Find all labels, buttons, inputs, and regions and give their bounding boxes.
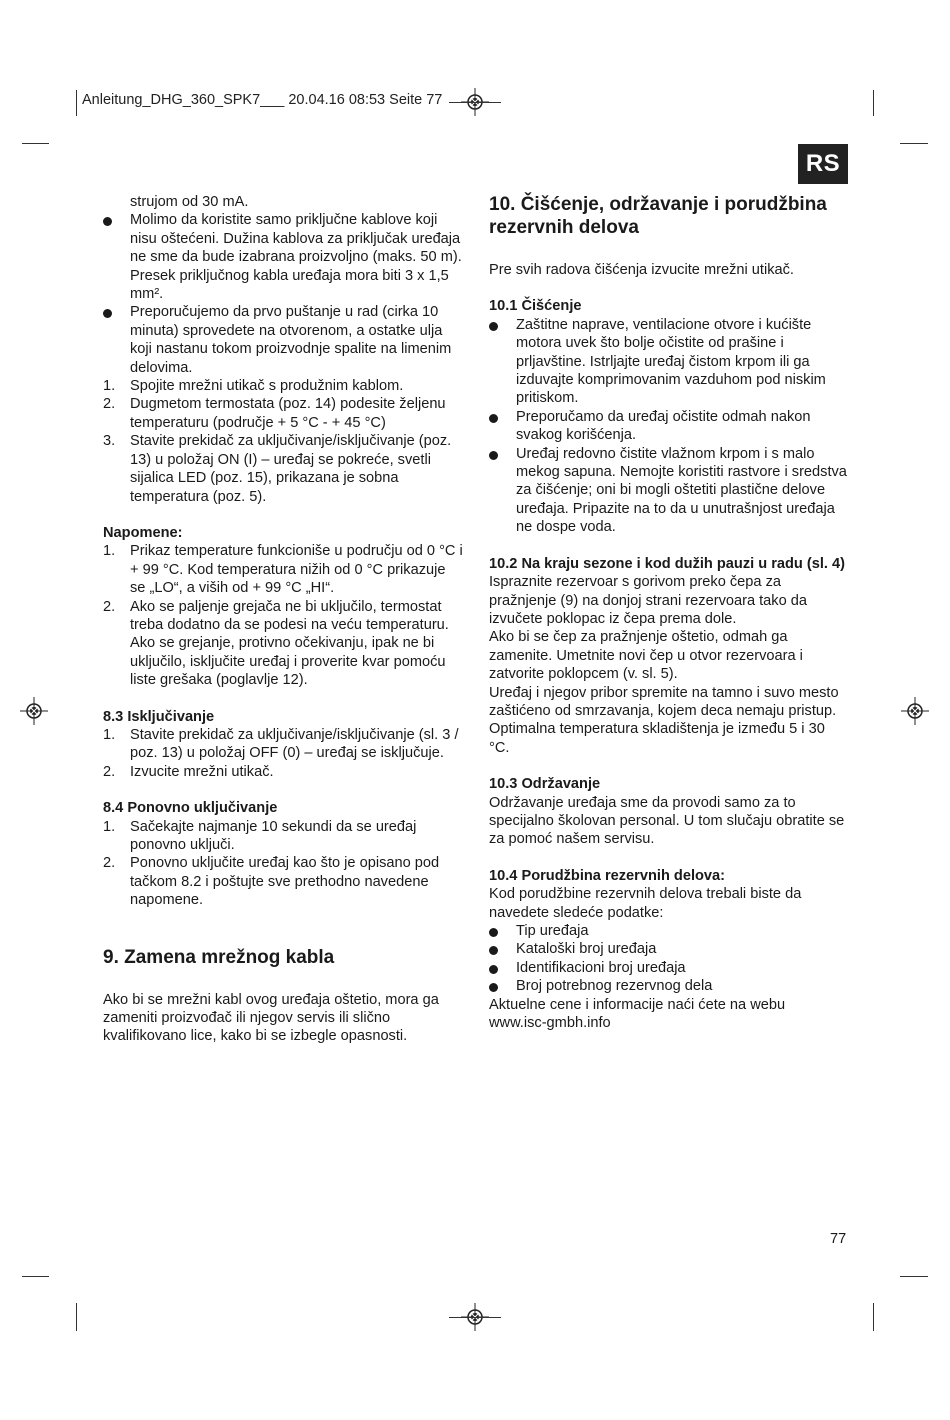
file-header-line: Anleitung_DHG_360_SPK7___ 20.04.16 08:53 Seite 77 <box>82 92 443 108</box>
list-item <box>489 940 849 958</box>
crop-mark <box>22 143 49 144</box>
section-10-4-heading: 10.4 Porudžbina rezervnih delova: <box>489 867 726 884</box>
bullet-text: Molimo da koristite samo priključne kablove koji nisu oštećeni. Dužina kablova za priključak uređaja ne sme da bude izabrana proizvoljno (maks. 50 m). Presek priključnog kabla uređaja mora biti 3 x 1,5 mm². <box>130 212 462 303</box>
list-item <box>489 445 849 537</box>
page-number: 77 <box>830 1231 847 1247</box>
section-10-heading: 10. Čišćenje, održavanje i porudžbina rezervnih delova <box>489 194 827 238</box>
step-item <box>103 432 463 506</box>
step-text: Spojite mrežni utikač s produžnim kablom. <box>130 378 404 395</box>
registration-mark-icon <box>901 697 929 725</box>
step-number: 1. <box>103 378 116 395</box>
crop-mark <box>449 102 501 103</box>
step-item <box>103 854 463 909</box>
crop-mark <box>900 143 928 144</box>
section-8-3-heading: 8.3 Isključivanje <box>103 708 215 725</box>
section-9-text: Ako bi se mrežni kabl ovog uređaja oštetio, mora ga zameniti proizvođač ili njegov servis ili slično kvalifikovano lice, kako bi se izbegle opasnosti. <box>103 991 439 1045</box>
list-item <box>103 303 463 377</box>
step-text: Izvucite mrežni utikač. <box>130 763 274 780</box>
note-number: 2. <box>103 598 116 615</box>
note-number: 1. <box>103 543 116 560</box>
list-item <box>489 922 849 940</box>
paragraph: Uređaj i njegov pribor spremite na tamno i suvo mesto zaštićeno od smrzavanja, kojem deca nemaju pristup. Optimalna temperatura skladištenja je između 5 i 30 °C. <box>489 684 839 756</box>
note-item <box>103 542 463 597</box>
list-item <box>489 959 849 977</box>
step-item <box>103 726 463 763</box>
step-text: Ponovno uključite uređaj kao što je opisano pod tačkom 8.2 i poštujte sve prethodno navedene napomene. <box>130 855 440 909</box>
section-10-intro: Pre svih radova čišćenja izvucite mrežni utikač. <box>489 262 794 278</box>
list-item <box>489 977 849 995</box>
section-10-2-heading: 10.2 Na kraju sezone i kod dužih pauzi u radu (sl. 4) <box>489 555 846 572</box>
note-text: Ako se paljenje grejača ne bi uključilo, termostat treba dodatno da se podesi na veću temperaturu. Ako se grejanje, protivno očekivanju, ipak ne bi uključilo, isključite uređaj i proverite kvar pomoću liste grešaka (poglavlje 12). <box>130 598 449 689</box>
section-10-3-text: Održavanje uređaja sme da provodi samo za to specijalno školovan personal. U tom slučaju obratite se za pomoć našem servisu. <box>489 794 845 848</box>
intro-continuation: strujom od 30 mA. <box>130 194 249 210</box>
section-9-heading: 9. Zamena mrežnog kabla <box>103 946 335 968</box>
step-item <box>103 818 463 855</box>
note-item <box>103 598 463 690</box>
section-8-4-heading: 8.4 Ponovno uključivanje <box>103 800 278 817</box>
step-item <box>103 377 463 395</box>
bullet-text: Kataloški broj uređaja <box>516 941 657 958</box>
step-number: 3. <box>103 433 116 450</box>
step-number: 2. <box>103 396 116 413</box>
section-10-4-outro: Aktuelne cene i informacije naći ćete na webu <box>489 996 786 1013</box>
step-item <box>103 763 463 781</box>
step-number: 2. <box>103 855 116 872</box>
bullet-text: Preporučamo da uređaj očistite odmah nakon svakog korišćenja. <box>516 408 811 444</box>
website-link[interactable]: www.isc-gmbh.info <box>489 1015 611 1032</box>
list-item <box>489 408 849 445</box>
step-item <box>103 395 463 432</box>
bullet-text: Zaštitne naprave, ventilacione otvore i kućište motora uvek što bolje očistite od prašine i prljavštine. Istrljajte uređaj čistom krpom ili ga izduvajte komprimovanim vazduhom pod niskim pritiskom. <box>516 316 826 407</box>
note-text: Prikaz temperature funkcioniše u području od 0 °C i + 99 °C. Kod temperatura nižih od 0 °C prikazuje se „LO“, a viših od + 99 °C „HI“. <box>130 543 463 597</box>
section-10-3-heading: 10.3 Održavanje <box>489 776 601 793</box>
step-text: Dugmetom termostata (poz. 14) podesite željenu temperaturu (područje + 5 °C - + 45 °C) <box>130 396 446 431</box>
step-number: 1. <box>103 818 116 835</box>
crop-mark <box>76 90 77 116</box>
step-text: Stavite prekidač za uključivanje/isključivanje (sl. 3 / poz. 13) u položaj OFF (0) – uređaj se isključuje. <box>130 726 459 762</box>
paragraph: Ispraznite rezervoar s gorivom preko čepa za pražnjenje (9) na donjoj strani rezervoara tako da izvučete poklopac iz čepa prema dole. <box>489 574 807 627</box>
section-10-4-intro: Kod porudžbine rezervnih delova trebali biste da navedete sledeće podatke: <box>489 886 802 921</box>
right-column <box>489 193 849 1032</box>
step-text: Stavite prekidač za uključivanje/isključivanje (poz. 13) u položaj ON (I) – uređaj se pokreće, svetli sijalica LED (poz. 15), prikazana je sobna temperatura (poz. 5). <box>130 433 452 505</box>
bullet-text: Preporučujemo da prvo puštanje u rad (cirka 10 minuta) sprovedete na otvorenom, a ostatke ulja koji nastanu tokom proizvodnje spalite na limenim delovima. <box>130 304 452 376</box>
crop-mark <box>22 1276 49 1277</box>
list-item <box>103 211 463 303</box>
crop-mark <box>900 1276 928 1277</box>
notes-heading: Napomene: <box>103 524 183 541</box>
crop-mark <box>873 90 874 116</box>
step-number: 2. <box>103 763 116 780</box>
crop-mark <box>76 1303 77 1331</box>
crop-mark <box>873 1303 874 1331</box>
step-number: 1. <box>103 726 116 743</box>
section-10-1-heading: 10.1 Čišćenje <box>489 298 582 315</box>
list-item <box>489 316 849 408</box>
bullet-text: Tip uređaja <box>516 923 589 939</box>
crop-mark <box>449 1317 501 1318</box>
bullet-text: Identifikacioni broj uređaja <box>516 959 686 976</box>
step-text: Sačekajte najmanje 10 sekundi da se uređaj ponovno uključi. <box>130 818 417 853</box>
bullet-text: Uređaj redovno čistite vlažnom krpom i s malo mekog sapuna. Nemojte koristiti rastvore i sredstva za čišćenje; oni bi mogli oštetiti plastične delove uređaja. Pripazite na to da u unutrašnjost uređaja ne dospe voda. <box>516 445 847 536</box>
paragraph: Ako bi se čep za pražnjenje oštetio, odmah ga zamenite. Umetnite novi čep u otvor rezervoara i zatvorite poklopcem (v. sl. 5). <box>489 629 803 683</box>
bullet-text: Broj potrebnog rezervnog dela <box>516 978 713 995</box>
registration-mark-icon <box>20 697 48 725</box>
language-badge: RS <box>798 144 848 184</box>
left-column <box>103 193 463 1046</box>
